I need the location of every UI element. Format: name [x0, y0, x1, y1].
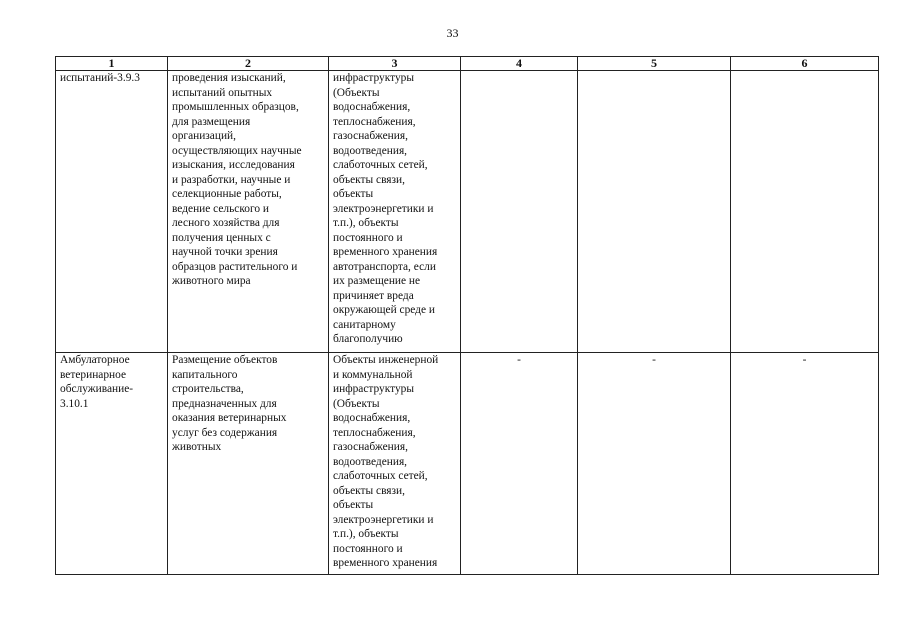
cell-text: -	[802, 354, 807, 366]
cell-text: -	[517, 354, 521, 366]
table-row	[56, 71, 879, 353]
column-header-6: 6	[731, 57, 879, 71]
cell-auxiliary-uses	[329, 353, 461, 575]
cell-col5	[578, 353, 731, 575]
table-header-row	[56, 57, 879, 71]
cell-text: Амбулаторное ветеринарное обслуживание- 3.10.1	[60, 354, 134, 410]
cell-auxiliary-uses	[329, 71, 461, 353]
column-header-4: 4	[461, 57, 578, 71]
cell-col5	[578, 71, 731, 353]
cell-text: инфраструктуры (Объекты водоснабжения, теплоснабжения, газоснабжения, водоотведения, слаботочных сетей, объекты связи, объекты электроэнергетики и т.п.), объекты постоянного и временного хранения автотранспорта, если их размещение не причиняет вреда окружающей среде и санитарному благополучию	[333, 72, 438, 345]
cell-text: Объекты инженерной и коммунальной инфраструктуры (Объекты водоснабжения, теплоснабжения, газоснабжения, водоотведения, слаботочных сетей, объекты связи, объекты электроэнергетики и т.п.), объекты постоянного и временного хранения	[333, 354, 439, 569]
column-header-3: 3	[329, 57, 461, 71]
cell-description	[168, 353, 329, 575]
column-header-5: 5	[578, 57, 731, 71]
page-number: 33	[446, 26, 459, 40]
cell-col6	[731, 71, 879, 353]
cell-text: испытаний-3.9.3	[60, 72, 140, 84]
table-row	[56, 353, 879, 575]
cell-col6	[731, 353, 879, 575]
cell-text: проведения изысканий, испытаний опытных промышленных образцов, для размещения организаций, осуществляющих научные изыскания, исследования и разработки, научные и селекционные работы, ведение сельского и лесного хозяйства для получения ценных с научной точки зрения образцов растительного и животного мира	[172, 72, 302, 287]
cell-text: -	[652, 354, 656, 366]
cell-use-type	[56, 353, 168, 575]
cell-use-type	[56, 71, 168, 353]
cell-col4	[461, 71, 578, 353]
cell-text: Размещение объектов капитального строительства, предназначенных для оказания ветеринарных услуг без содержания животных	[172, 354, 287, 453]
column-header-2: 2	[168, 57, 329, 71]
zoning-table	[55, 56, 879, 575]
column-header-1: 1	[56, 57, 168, 71]
cell-col4	[461, 353, 578, 575]
cell-description	[168, 71, 329, 353]
